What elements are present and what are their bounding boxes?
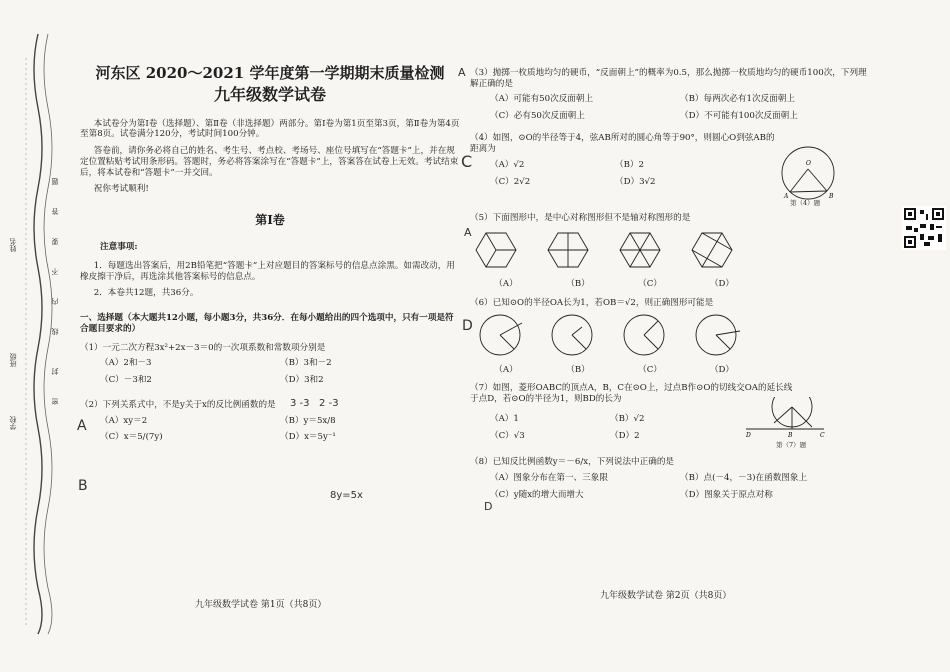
seal-char-yao: 要 xyxy=(51,238,59,245)
seal-char-bu: 不 xyxy=(51,268,59,275)
q6-option-c: （C） xyxy=(638,364,662,375)
pencil-mark-q6: D xyxy=(462,318,473,334)
exam-subtitle: 九年级数学试卷 xyxy=(213,84,326,104)
q8-option-b: （B）点(－4，－3)在函数图象上 xyxy=(680,473,808,484)
q8-option-c: （C）y随x的增大而增大 xyxy=(490,489,584,500)
question-3-options xyxy=(490,94,870,127)
question-2-options xyxy=(100,416,460,449)
page-2-footer: 九年级数学试卷 第2页（共8页） xyxy=(600,591,732,601)
question-3-stem: （3）抛掷一枚质地均匀的硬币，“反面朝上”的概率为0.5，那么抛掷一枚质地均匀的硬币100次，下列理解正确的是 xyxy=(470,68,867,89)
question-7-figure xyxy=(740,397,830,441)
question-4-figure xyxy=(770,143,850,207)
pencil-scribble-q2: 8y=5x xyxy=(330,490,363,501)
q2-option-b: （B）y＝5x/8 xyxy=(280,415,336,426)
q6-option-a: （A） xyxy=(494,364,518,375)
pencil-mark-q5: A xyxy=(464,226,472,239)
question-4-block xyxy=(470,133,870,207)
pencil-mark-q8: D xyxy=(484,500,493,513)
notes-label: 注意事项: xyxy=(100,242,138,253)
q1-option-c: （C）－3和2 xyxy=(100,375,152,386)
seal-char-nei: 内 xyxy=(51,298,59,305)
q5-option-c: （C） xyxy=(638,279,662,290)
q1-option-b: （B）3和－2 xyxy=(280,358,332,369)
page-1 xyxy=(80,60,460,454)
q4-option-b: （B）2 xyxy=(615,159,644,170)
q7-option-c: （C）√3 xyxy=(490,431,525,442)
pencil-mark-q1: A xyxy=(77,418,87,434)
school-label: 学校 xyxy=(9,416,17,430)
question-4-stem: （4）如图，⊙O的半径等于4，弦AB所对的圆心角等于90°，则圆心O到弦AB的距离为 xyxy=(470,132,775,154)
question-6-figures xyxy=(470,311,770,361)
question-8-options xyxy=(490,473,870,506)
name-label: 姓名 xyxy=(9,238,17,252)
q3-option-a: （A）可能有50次反面朝上 xyxy=(490,94,594,105)
q3-option-c: （C）必有50次反面朝上 xyxy=(490,111,585,122)
question-7-block xyxy=(470,383,870,449)
note-1: 1．每题选出答案后，用2B铅笔把“答题卡”上对应题目的答案标号的信息点涂黑。如需改动，用橡皮擦干净后，再选涂其他答案标号的信息点。 xyxy=(80,260,455,282)
q5-hexagon-d xyxy=(692,233,732,267)
seal-char-da: 答 xyxy=(51,208,59,215)
q1-option-a: （A）2和－3 xyxy=(100,358,152,369)
q3-option-d: （D）不可能有100次反面朝上 xyxy=(680,111,798,122)
seal-char-xian: 线 xyxy=(51,328,59,335)
svg-text:D: D xyxy=(746,432,751,440)
pencil-mark-q4: C xyxy=(461,152,473,171)
q8-option-d: （D）图象关于原点对称 xyxy=(680,489,773,500)
seal-char-ti: 题 xyxy=(51,178,59,185)
question-2-stem: （2）下列关系式中，不是y关于x的反比例函数的是 xyxy=(80,399,276,410)
page-2 xyxy=(470,68,870,512)
question-5-figures xyxy=(470,226,770,276)
question-5-stem: （5）下面图形中，是中心对称图形但不是轴对称图形的是 xyxy=(470,212,691,223)
svg-text:B: B xyxy=(829,192,834,200)
q7-option-a: （A）1 xyxy=(490,414,519,425)
q4-option-a: （A）√2 xyxy=(490,159,525,170)
q5-hexagon-b xyxy=(548,233,588,267)
svg-text:A: A xyxy=(784,192,789,200)
q5-option-a: （A） xyxy=(494,279,518,290)
pencil-mark-q2: B xyxy=(78,478,88,494)
q2-option-d: （D）x＝5y⁻¹ xyxy=(280,432,336,443)
page-1-footer: 九年级数学试卷 第1页（共8页） xyxy=(195,600,327,610)
question-4-caption: 第（4）题 xyxy=(790,198,821,207)
qr-code-icon xyxy=(902,206,946,250)
q3-option-b: （B）每两次必有1次反面朝上 xyxy=(680,94,795,105)
question-7-options xyxy=(490,414,730,447)
q4-option-d: （D）3√2 xyxy=(615,176,656,187)
question-7-caption: 第（7）题 xyxy=(776,441,807,450)
q5-option-b: （B） xyxy=(566,279,590,290)
question-6-options xyxy=(470,365,770,382)
svg-text:C: C xyxy=(820,432,825,440)
question-4-options xyxy=(490,160,740,193)
question-1-stem: （1）一元二次方程3x²+2x－3＝0的一次项系数和常数项分别是 xyxy=(80,342,326,353)
question-5-options xyxy=(470,279,770,296)
note-2: 2．本卷共12题，共36分。 xyxy=(93,288,199,299)
section-heading: 第Ⅰ卷 xyxy=(255,213,285,228)
intro-paragraph-1: 本试卷分为第Ⅰ卷（选择题）、第Ⅱ卷（非选择题）两部分。第Ⅰ卷为第1页至第3页，第Ⅱ卷为第4页至第8页。试卷满分120分，考试时间100分钟。 xyxy=(80,118,460,140)
q6-circle-a xyxy=(480,315,522,355)
seal-char-feng: 封 xyxy=(51,368,59,375)
q2-option-c: （C）x＝5/(7y) xyxy=(100,432,163,443)
question-6-stem: （6）已知⊙O的半径OA长为1，若OB＝√2，则正确图形可能是 xyxy=(470,298,714,309)
question-1-options xyxy=(100,358,460,391)
q5-option-d: （D） xyxy=(709,279,735,290)
question-8-stem: （8）已知反比例函数y＝－6/x，下列说法中正确的是 xyxy=(470,457,675,468)
q6-circle-b xyxy=(552,315,592,355)
intro-paragraph-3: 祝你考试顺利! xyxy=(93,184,149,195)
q6-option-d: （D） xyxy=(709,364,735,375)
q4-option-c: （C）2√2 xyxy=(490,176,531,187)
svg-text:B: B xyxy=(788,432,793,440)
q5-hexagon-a xyxy=(476,233,516,267)
q7-option-d: （D）2 xyxy=(610,431,640,442)
q1-option-d: （D）3和2 xyxy=(280,375,324,386)
q2-option-a: （A）xy＝2 xyxy=(100,415,148,426)
question-7-stem: （7）如图，菱形OABC的顶点A，B，C在⊙O上，过点B作⊙O的切线交OA的延长线于点D，若⊙O的半径为1，则BD的长为 xyxy=(470,383,793,405)
class-label: 班级 xyxy=(9,353,17,367)
q7-option-b: （B）√2 xyxy=(610,414,645,425)
q6-option-b: （B） xyxy=(566,364,590,375)
binding-margin xyxy=(2,28,68,638)
q8-option-a: （A）图象分布在第一、三象限 xyxy=(490,473,608,484)
seal-char-mi: 密 xyxy=(51,398,59,405)
pencil-scribble-q1: 3 -3 2 -3 xyxy=(290,398,339,409)
q6-circle-d xyxy=(696,315,740,355)
part-one-heading: 一、选择题（本大题共12小题，每小题3分，共36分．在每小题给出的四个选项中，只有一项是符合题目要求的） xyxy=(80,313,454,334)
q6-circle-c xyxy=(624,315,664,355)
intro-paragraph-2: 答卷前，请你务必将自己的姓名、考生号、考点校、考场号、座位号填写在“答题卡”上，并在规定位置粘贴考试用条形码。答题时，务必将答案涂写在“答题卡”上，答案答在试卷上无效。考试结束后，将本试卷和“答题卡”一并交回。 xyxy=(80,146,459,178)
exam-title: 河东区 2020～2021 学年度第一学期期末质量检测 xyxy=(95,64,445,82)
pencil-mark-q3: A xyxy=(458,66,466,79)
svg-text:O: O xyxy=(806,159,811,167)
q5-hexagon-c xyxy=(620,233,660,267)
